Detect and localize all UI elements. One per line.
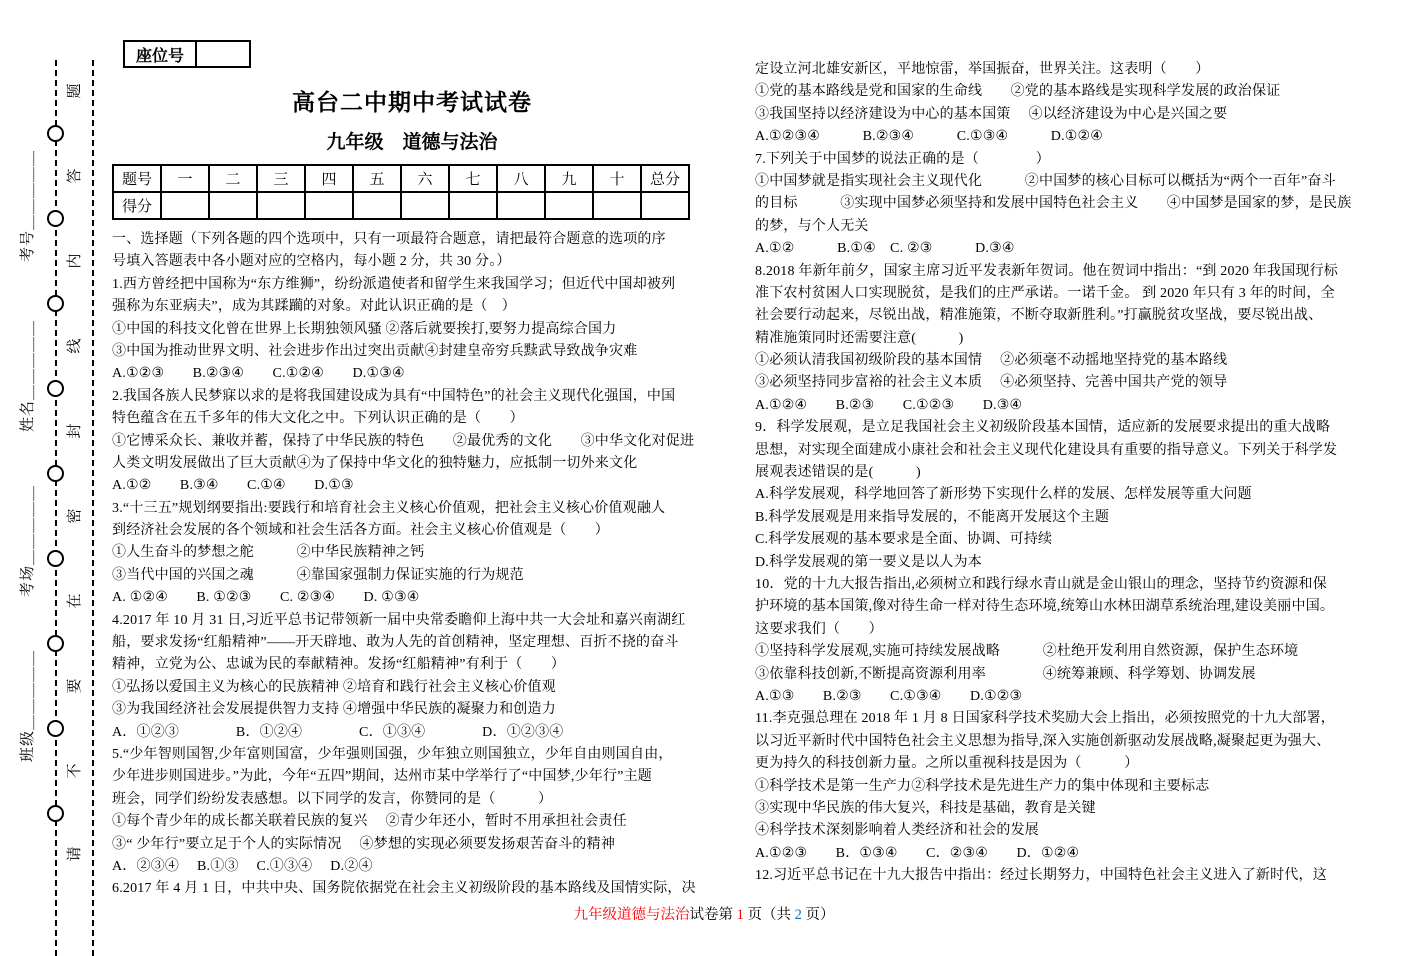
exam-title: 高台二中期中考试试卷 xyxy=(292,90,532,115)
text-line: ③中国为推动世界文明、社会进步作出过突出贡献④封建皇帝穷兵黩武导致战争灾难 xyxy=(112,343,638,359)
text-line: A．①②③ B．①②④ C．①③④ D．①②③④ xyxy=(112,724,564,740)
text-line: 定设立河北雄安新区，平地惊雷，举国振奋，世界关注。这表明（ ） xyxy=(755,62,1210,77)
score-blank-cell xyxy=(449,192,497,219)
seal-warning-char: 答 xyxy=(65,168,83,184)
text-line: 少年进步则国进步。”为此，今年“五四”期间，达州市某中学举行了“中国梦,少年行”主题 xyxy=(112,769,652,785)
footer-text: 页） xyxy=(801,907,835,923)
score-blank-cell xyxy=(593,192,641,219)
page-footer xyxy=(0,905,1408,925)
seal-warning-char: 不 xyxy=(65,763,83,779)
text-line: ①党的基本路线是党和国家的生命线 ②党的基本路线是实现科学发展的政治保证 xyxy=(755,84,1281,100)
seat-number-box xyxy=(123,40,251,68)
score-blank-cell xyxy=(161,192,209,219)
seal-circle-icon xyxy=(47,125,64,142)
score-label-cell: 得分 xyxy=(113,192,161,219)
score-table-header-cell: 总分 xyxy=(641,165,689,192)
score-table-header-cell: 二 xyxy=(209,165,257,192)
text-line: A.①② B.①④ C. ②③ D.③④ xyxy=(755,241,1015,257)
seal-warning-char: 请 xyxy=(65,846,83,862)
text-line: 1.西方曾经把中国称为“东方维狮”，纷纷派遣使者和留学生来我国学习；但近代中国却被列 xyxy=(112,276,676,292)
text-line: ①必须认清我国初级阶段的基本国情 ②必须毫不动摇地坚持党的基本路线 xyxy=(755,353,1228,369)
seal-circle-icon xyxy=(47,465,64,482)
score-blank-cell xyxy=(641,192,689,219)
score-blank-cell xyxy=(305,192,353,219)
text-line: ①每个青少年的成长都关联着民族的复兴 ②青少年还小，暂时不用承担社会责任 xyxy=(112,814,627,830)
text-line: ③我国坚持以经济建设为中心的基本国策 ④以经济建设为中心是兴国之要 xyxy=(755,106,1228,122)
seal-circle-icon xyxy=(47,295,64,312)
text-line: 人类文明发展做出了巨大贡献④为了保持中华文化的独特魅力，应抵制一切外来文化 xyxy=(112,455,638,471)
text-line: ①坚持科学发展观,实施可持续发展战略 ②杜绝开发利用自然资源，保护生态环境 xyxy=(755,644,1299,660)
seal-warning-char: 在 xyxy=(65,593,83,609)
text-line: 班会，同学们纷纷发表感想。以下同学的发言，你赞同的是（ ） xyxy=(112,791,553,807)
text-line: ③实现中华民族的伟大复兴，科技是基础，教育是关键 xyxy=(755,800,1096,816)
seal-warning-char: 密 xyxy=(65,508,83,524)
text-line: 6.2017 年 4 月 1 日，中共中央、国务院依据党在社会主义初级阶段的基本路线及国情实际，决 xyxy=(112,881,696,897)
text-line: 护环境的基本国策,像对待生命一样对待生态环境,统筹山水林田湖草系统治理,建设美丽中国。 xyxy=(755,599,1335,615)
text-line: ①科学技术是第一生产力②科学技术是先进生产力的集中体现和主要标志 xyxy=(755,778,1210,794)
text-line: 5.“少年智则国智,少年富则国富，少年强则国强，少年独立则国独立，少年自由则国自由， xyxy=(112,746,673,762)
seal-circle-icon xyxy=(47,550,64,567)
seal-warning-char: 题 xyxy=(65,83,83,99)
seal-dashed-line-outer xyxy=(92,60,94,956)
text-line: ①弘扬以爱国主义为核心的民族精神 ②培育和践行社会主义核心价值观 xyxy=(112,679,556,695)
seat-number-blank-cell xyxy=(197,42,249,66)
seat-number-label: 座位号 xyxy=(125,42,197,66)
footer-text: 页（共 xyxy=(743,907,795,923)
score-table-header-cell: 七 xyxy=(449,165,497,192)
seal-circle-icon xyxy=(47,805,64,822)
text-line: 思想，对实现全面建成小康社会和社会主义现代化建设具有重要的指导意义。下列关于科学发 xyxy=(755,442,1338,458)
text-line: 号填入答题表中各小题对应的空格内，每小题 2 分，共 30 分。） xyxy=(112,254,511,270)
text-line: A. ①②④ B. ①②③ C. ②③④ D. ①③④ xyxy=(112,590,420,606)
student-field-label: 班级＿＿＿＿＿ xyxy=(19,649,36,762)
score-table-header-cell: 八 xyxy=(497,165,545,192)
score-table-score-row xyxy=(113,192,689,219)
student-field-label: 考号＿＿＿＿＿ xyxy=(19,149,36,262)
text-line: A.①② B.③④ C.①④ D.①③ xyxy=(112,478,354,494)
text-line: 的梦，与个人无关 xyxy=(755,218,869,234)
right-column xyxy=(755,50,1403,887)
text-line: ①人生奋斗的梦想之舵 ②中华民族精神之钙 xyxy=(112,545,425,561)
text-line: 更为持久的科技创新力量。之所以重视科技是因为（ ） xyxy=(755,756,1139,772)
score-table-header-cell: 九 xyxy=(545,165,593,192)
text-line: A．②③④ B.①③ C.①③④ D.②④ xyxy=(112,858,373,874)
student-field-label: 姓名＿＿＿＿＿ xyxy=(19,319,36,432)
footer-page-number: 1 xyxy=(736,907,744,923)
text-line: 9．科学发展观，是立足我国社会主义初级阶段基本国情，适应新的发展要求提出的重大战略 xyxy=(755,420,1331,436)
student-field-label: 考场＿＿＿＿＿ xyxy=(19,484,36,597)
seal-circle-icon xyxy=(47,635,64,652)
text-line: 的目标 ③实现中国梦必须坚持和发展中国特色社会主义 ④中国梦是国家的梦，是民族 xyxy=(755,196,1352,212)
seal-warning-char: 要 xyxy=(65,678,83,694)
score-table-header-cell: 题号 xyxy=(113,165,161,192)
text-line: 船，要求发扬“红船精神”——开天辟地、敢为人先的首创精神，坚定理想、百折不挠的奋斗 xyxy=(112,635,679,651)
text-line: ③为我国经济社会发展提供智力支持 ④增强中华民族的凝聚力和创造力 xyxy=(112,702,556,718)
questions-left xyxy=(112,229,748,901)
score-table xyxy=(112,164,690,220)
text-line: C.科学发展观的基本要求是全面、协调、可持续 xyxy=(755,532,1053,548)
text-line: ③依靠科技创新,不断提高资源利用率 ④统筹兼顾、科学筹划、协调发展 xyxy=(755,666,1256,682)
footer-text: 试卷第 xyxy=(689,907,737,923)
text-line: ①中国的科技文化曾在世界上长期独领风骚 ②落后就要挨打,要努力提高综合国力 xyxy=(112,321,617,337)
score-table-header-cell: 三 xyxy=(257,165,305,192)
seal-margin xyxy=(0,0,108,956)
text-line: ①中国梦就是指实现社会主义现代化 ②中国梦的核心目标可以概括为“两个一百年”奋斗 xyxy=(755,173,1336,189)
exam-subtitle: 九年级 道德与法治 xyxy=(326,132,498,153)
text-line: 8.2018 年新年前夕，国家主席习近平发表新年贺词。他在贺词中指出：“到 2020 年我国现行标 xyxy=(755,263,1339,279)
score-table-header-row xyxy=(113,165,689,192)
seal-circle-icon xyxy=(47,210,64,227)
text-line: 11.李克强总理在 2018 年 1 月 8 日国家科学技术奖励大会上指出，必须按照党的十九大部署， xyxy=(755,711,1335,727)
score-table-header-cell: 四 xyxy=(305,165,353,192)
score-table-header-cell: 六 xyxy=(401,165,449,192)
text-line: 4.2017 年 10 月 31 日,习近平总书记带领新一届中央常委瞻仰上海中共一大会址和嘉兴南湖红 xyxy=(112,612,686,628)
text-line: 7.下列关于中国梦的说法正确的是（ ） xyxy=(755,151,1050,167)
text-line: 这要求我们（ ） xyxy=(755,621,883,637)
seal-warning-char: 封 xyxy=(65,423,83,439)
text-line: 以习近平新时代中国特色社会主义思想为指导,深入实施创新驱动发展战略,凝聚起更为强大、 xyxy=(755,733,1331,749)
seal-warning-char: 内 xyxy=(65,253,83,269)
text-line: 展观表述错误的是( ) xyxy=(755,465,921,481)
text-line: 准下农村贫困人口实现脱贫，是我们的庄严承诺。一诺千金。 到 2020 年只有 3 年的时间，全 xyxy=(755,285,1335,301)
text-line: A.①②③④ B.②③④ C.①③④ D.①②④ xyxy=(755,129,1104,145)
text-line: 精神，立党为公、忠诚为民的奉献精神。发扬“红船精神”有利于（ ） xyxy=(112,657,566,673)
score-table-header-cell: 五 xyxy=(353,165,401,192)
text-line: 社会要行动起来，尽锐出战，精准施策，不断夺取新胜利。”打赢脱贫攻坚战，要尽锐出战、 xyxy=(755,308,1323,324)
text-line: 到经济社会发展的各个领域和社会生活各方面。社会主义核心价值观是（ ） xyxy=(112,523,609,539)
text-line: D.科学发展观的第一要义是以人为本 xyxy=(755,554,983,570)
text-line: 3.“十三五”规划纲要指出:要践行和培育社会主义核心价值观，把社会主义核心价值观融人 xyxy=(112,500,666,516)
text-line: ③“ 少年行”要立足于个人的实际情况 ④梦想的实现必须要发扬艰苦奋斗的精神 xyxy=(112,836,616,852)
text-line: 一、选择题（下列各题的四个选项中，只有一项最符合题意，请把最符合题意的选项的序 xyxy=(112,232,666,247)
score-blank-cell xyxy=(545,192,593,219)
footer-total-pages: 2 xyxy=(794,907,802,923)
text-line: 2.我国各族人民梦寐以求的是将我国建设成为具有“中国特色”的社会主义现代化强国，中国 xyxy=(112,388,676,404)
text-line: A.科学发展观，科学地回答了新形势下实现什么样的发展、怎样发展等重大问题 xyxy=(755,487,1252,503)
text-line: 强称为东亚病夫”，成为其蹂躏的对象。对此认识正确的是（ ） xyxy=(112,299,517,315)
seal-circle-icon xyxy=(47,720,64,737)
seal-warning-char: 线 xyxy=(65,338,83,354)
text-line: B.科学发展观是用来指导发展的，不能离开发展这个主题 xyxy=(755,509,1110,525)
footer-subject: 九年级道德与法治 xyxy=(573,907,690,923)
text-line: 12.习近平总书记在十九大报告中指出：经过长期努力，中国特色社会主义进入了新时代，这 xyxy=(755,868,1327,884)
text-line: ④科学技术深刻影响着人类经济和社会的发展 xyxy=(755,823,1039,839)
text-line: A.①③ B.②③ C.①③④ D.①②③ xyxy=(755,688,1023,704)
text-line: 特色蕴含在五千多年的伟大文化之中。下列认识正确的是（ ） xyxy=(112,411,524,427)
score-table-header-cell: 十 xyxy=(593,165,641,192)
text-line: A.①②③ B.②③④ C.①②④ D.①③④ xyxy=(112,366,405,382)
text-line: ③当代中国的兴国之魂 ④靠国家强制力保证实施的行为规范 xyxy=(112,567,524,583)
text-line: A.①②③ B．①③④ C．②③④ D．①②④ xyxy=(755,845,1080,861)
text-line: A.①②④ B.②③ C.①②③ D.③④ xyxy=(755,397,1023,413)
score-blank-cell xyxy=(401,192,449,219)
text-line: 10．党的十九大报告指出,必须树立和践行绿水青山就是金山银山的理念，坚持节约资源和保 xyxy=(755,576,1327,592)
score-blank-cell xyxy=(257,192,305,219)
text-line: ③必须坚持同步富裕的社会主义本质 ④必须坚持、完善中国共产党的领导 xyxy=(755,375,1228,391)
score-blank-cell xyxy=(353,192,401,219)
score-blank-cell xyxy=(209,192,257,219)
text-line: ①它博采众长、兼收并蓄，保持了中华民族的特色 ②最优秀的文化 ③中华文化对促进 xyxy=(112,433,695,449)
score-table-header-cell: 一 xyxy=(161,165,209,192)
text-line: 精准施策同时还需要注意( ) xyxy=(755,330,964,346)
questions-right xyxy=(755,59,1403,887)
score-blank-cell xyxy=(497,192,545,219)
left-column xyxy=(112,88,748,901)
seal-circle-icon xyxy=(47,380,64,397)
